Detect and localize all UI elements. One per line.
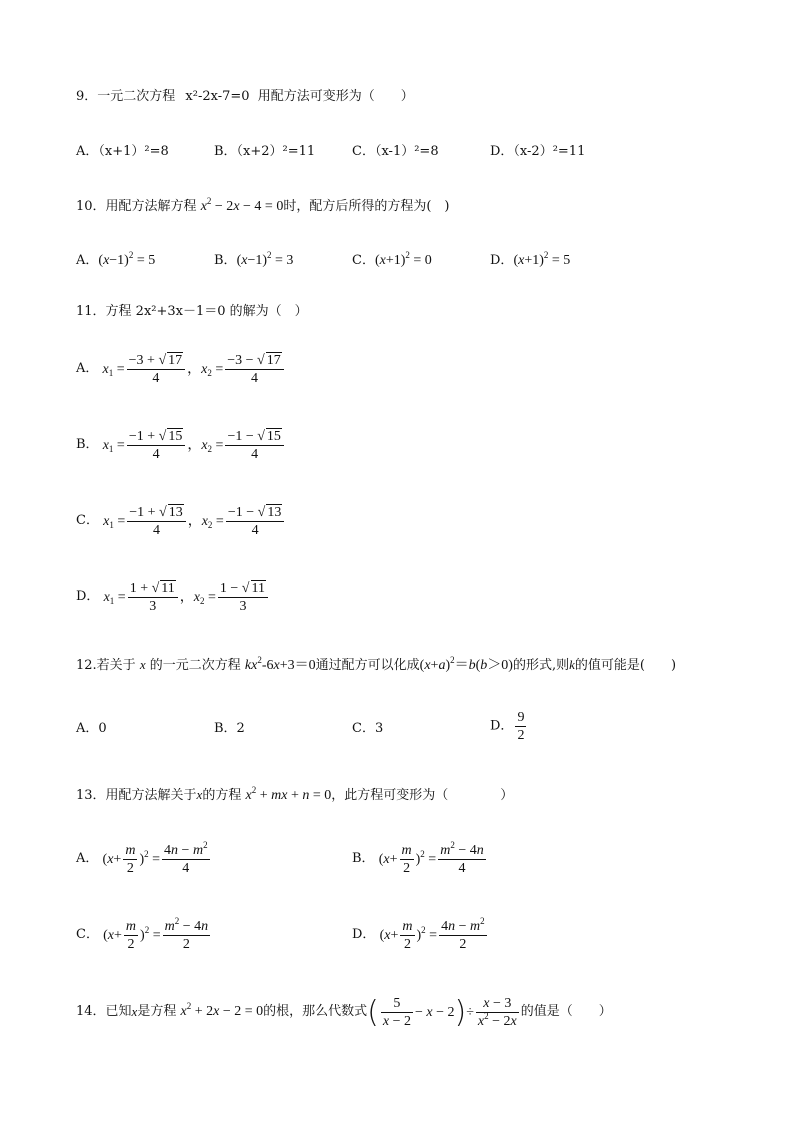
question-13-option-a[interactable]: A． (x+ $\frac{m}{2}$ )$^2$ = $\frac{4n - m^2}{4}$ [76, 840, 208, 876]
question-10-option-c[interactable]: C．$(x+1)^2 = 0$ [352, 250, 432, 268]
question-9-stem [76, 88, 414, 106]
question-13-option-b[interactable]: B． (x+ $\frac{m}{2}$ )$^2$ = $\frac{m^2 - 4n}{4}$ [352, 840, 484, 876]
question-12-stem: 12.若关于 x 的一元二次方程 $kx^2-6x+3=0$通过配方可以化成$(x+a)^2=b(b>0)$的形式,则k的值可能是( ) [76, 655, 677, 673]
question-13-stem: 13．用配方法解关于x的方程 $x^2$ + mx + n = 0，此方程可变形为（ ） [76, 785, 514, 803]
question-10-stem [76, 198, 449, 216]
question-9-prompt: 用配方法可变形为（ ） [257, 89, 414, 104]
question-11-option-d[interactable]: D． $x_1$ = $\frac{1 + √ 11}{3}$ ，$x_2$ = $\frac{1 - √ 11}{3}$ [76, 580, 270, 615]
question-12-option-a[interactable]: A．0 [76, 721, 107, 736]
question-10-option-b[interactable]: B．$(x-1)^2 = 3$ [214, 250, 294, 268]
question-12-option-d[interactable]: D． $\frac{9}{2}$ [490, 710, 525, 743]
question-10-text: 10．用配方法解方程 [76, 199, 197, 214]
question-12-option-b[interactable]: B．2 [214, 721, 245, 736]
question-13-option-d[interactable]: D． (x+ $\frac{m}{2}$ )$^2$ = $\frac{4n - m^2}{2}$ [352, 916, 485, 952]
question-11-option-c[interactable]: C． $x_1$ = $\frac{-1 + √ 13}{4}$ ，$x_2$ = $\frac{-1 - √ 13}{4}$ [76, 504, 286, 539]
question-9-option-a[interactable]: A．（x+1）²=8 [76, 144, 169, 159]
question-9-equation: x²-2x-7=0 [185, 89, 250, 104]
question-13-option-c[interactable]: C． (x+ $\frac{m}{2}$ )$^2$ = $\frac{m^2 - 4n}{2}$ [76, 916, 209, 952]
question-9-option-d[interactable]: D．（x-2）²=11 [490, 144, 586, 159]
question-12-option-c[interactable]: C．3 [352, 721, 384, 736]
question-11-option-b[interactable]: B． $x_1$ = $\frac{-1 + √ 15}{4}$ ，$x_2$ = $\frac{-1 - √ 15}{4}$ [76, 428, 286, 463]
question-14-expression: ( $\frac{5}{x - 2}$ − x − 2)÷ $\frac{x - 3}{x^2 - 2x}$ [367, 994, 517, 1030]
question-11-option-a[interactable]: A． $x_1$ = $\frac{-3 + √ 17}{4}$ ，$x_2$ = $\frac{-3 - √ 17}{4}$ [76, 352, 286, 387]
question-10-equation: $x^2 - 2x - 4 = 0$ [200, 196, 284, 214]
question-9-option-c[interactable]: C．（x-1）²=8 [352, 144, 439, 159]
question-10-option-a[interactable]: A．$(x-1)^2 = 5$ [76, 250, 156, 268]
question-9-text: 9．一元二次方程 [76, 89, 176, 104]
question-10-prompt: 时，配方后所得的方程为( ) [283, 199, 450, 214]
question-10-option-d[interactable]: D．$(x+1)^2 = 5$ [490, 250, 571, 268]
question-11-stem: 11．方程 2x²+3x－1＝0 的解为（ ） [76, 304, 308, 319]
question-9-option-b[interactable]: B．（x+2）²=11 [214, 144, 316, 159]
question-14-stem: 14．已知x是方程 $x^2 + 2x - 2 = 0$的根，那么代数式( $\frac{5}{x - 2}$ − x − 2)÷ $\frac{x - 3}{x^2 - 2x}$ 的值是（ ） [76, 994, 612, 1030]
